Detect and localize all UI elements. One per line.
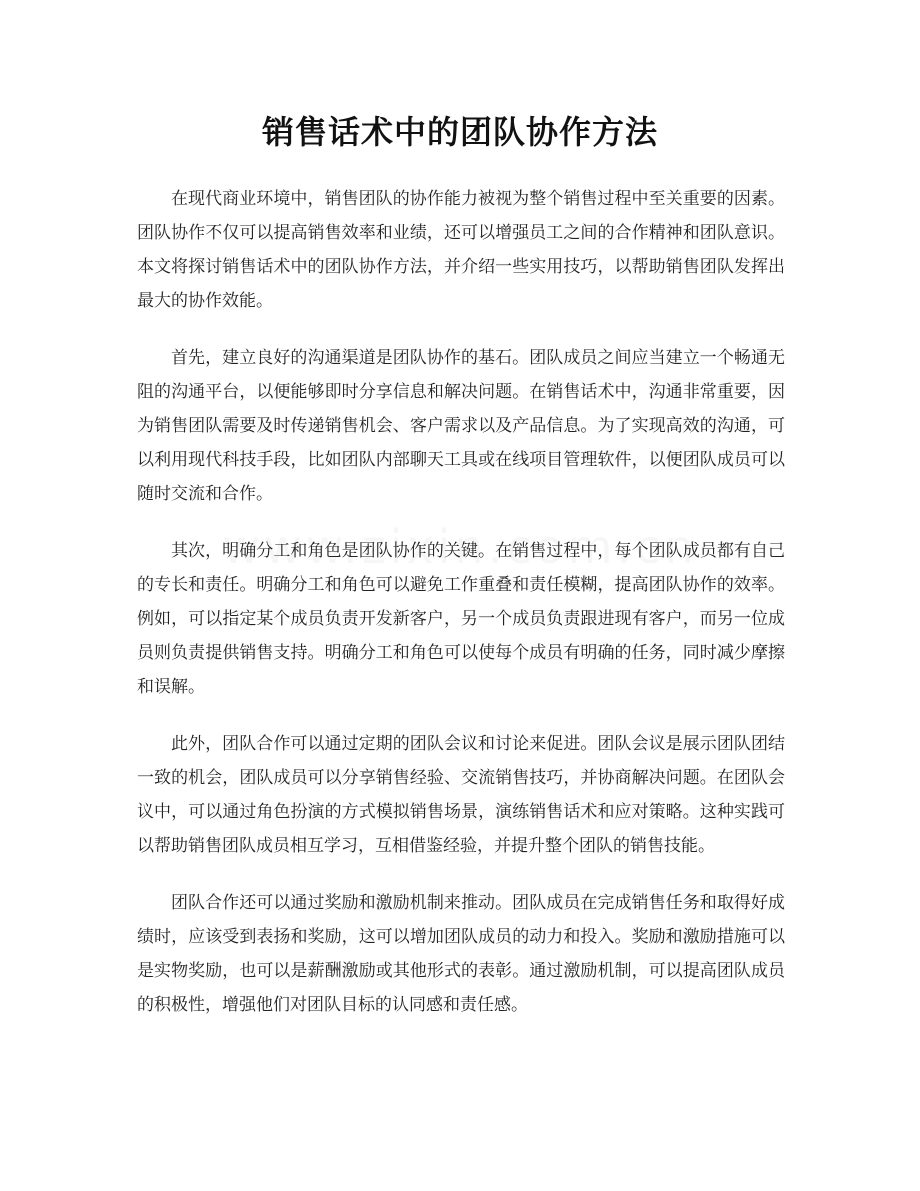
paragraph-3: 其次，明确分工和角色是团队协作的关键。在销售过程中，每个团队成员都有自己的专长和责任。明确分工和角色可以避免工作重叠和责任模糊，提高团队协作的效率。例如，可以指定某个成员负责开发新客户，另一个成员负责跟进现有客户，而另一位成员则负责提供销售支持。明确分工和角色可以使每个成员有明确的任务，同时减少摩擦和误解。 [137, 541, 785, 697]
paragraph-2: 首先，建立良好的沟通渠道是团队协作的基石。团队成员之间应当建立一个畅通无阻的沟通平台，以便能够即时分享信息和解决问题。在销售话术中，沟通非常重要，因为销售团队需要及时传递销售机会、客户需求以及产品信息。为了实现高效的沟通，可以利用现代科技手段，比如团队内部聊天工具或在线项目管理软件，以便团队成员可以随时交流和合作。 [137, 348, 785, 504]
document-body [137, 182, 785, 1045]
paragraph-5: 团队合作还可以通过奖励和激励机制来推动。团队成员在完成销售任务和取得好成绩时，应该受到表扬和奖励，这可以增加团队成员的动力和投入。奖励和激励措施可以是实物奖励，也可以是薪酬激励或其他形式的表彰。通过激励机制，可以提高团队成员的积极性，增强他们对团队目标的认同感和责任感。 [137, 893, 785, 1015]
page-title: 销售话术中的团队协作方法 [261, 113, 658, 151]
paragraph-4: 此外，团队合作可以通过定期的团队会议和讨论来促进。团队会议是展示团队团结一致的机会，团队成员可以分享销售经验、交流销售技巧，并协商解决问题。在团队会议中，可以通过角色扮演的方式模拟销售场景，演练销售话术和应对策略。这种实践可以帮助销售团队成员相互学习，互相借鉴经验，并提升整个团队的销售技能。 [137, 734, 785, 856]
paragraph-1: 在现代商业环境中，销售团队的协作能力被视为整个销售过程中至关重要的因素。团队协作不仅可以提高销售效率和业绩，还可以增强员工之间的合作精神和团队意识。本文将探讨销售话术中的团队协作方法，并介绍一些实用技巧，以帮助销售团队发挥出最大的协作效能。 [137, 189, 785, 311]
